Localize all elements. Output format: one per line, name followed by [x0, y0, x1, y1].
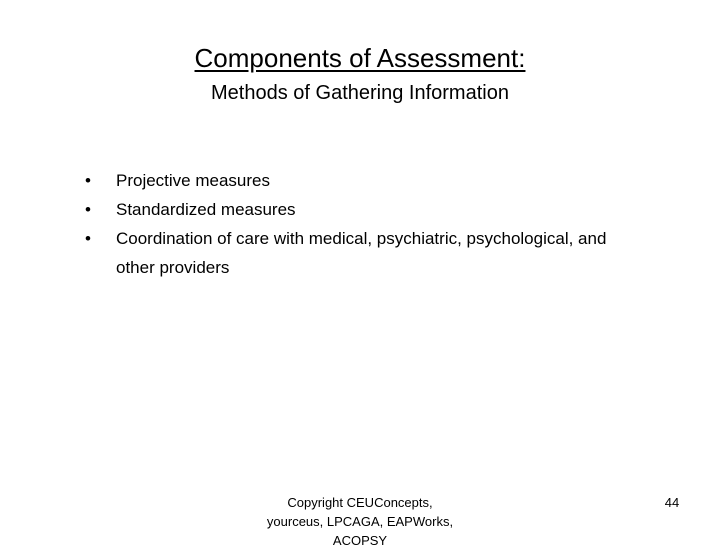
- bullet-mark: •: [85, 229, 91, 248]
- bullet-text: Projective measures: [116, 171, 271, 190]
- copyright-line: yourceus, LPCAGA, EAPWorks,: [266, 514, 454, 529]
- bullet-mark: •: [85, 200, 91, 219]
- page-number: 44: [664, 495, 680, 510]
- bullet-text: Standardized measures: [116, 200, 296, 219]
- slide-title: Components of Assessment:: [194, 43, 526, 73]
- bullet-item: [84, 224, 644, 282]
- bullet-mark: •: [85, 171, 91, 190]
- bullet-item: [84, 195, 644, 224]
- copyright-line: Copyright CEUConcepts,: [287, 495, 433, 510]
- bullet-text: Coordination of care with medical, psychiatric, psychological, and other providers: [116, 229, 607, 277]
- bullet-list: [84, 166, 644, 282]
- footer-copyright: [250, 493, 470, 550]
- slide-subtitle: Methods of Gathering Information: [211, 82, 509, 104]
- copyright-line: ACOPSY: [332, 533, 388, 548]
- bullet-item: [84, 166, 644, 195]
